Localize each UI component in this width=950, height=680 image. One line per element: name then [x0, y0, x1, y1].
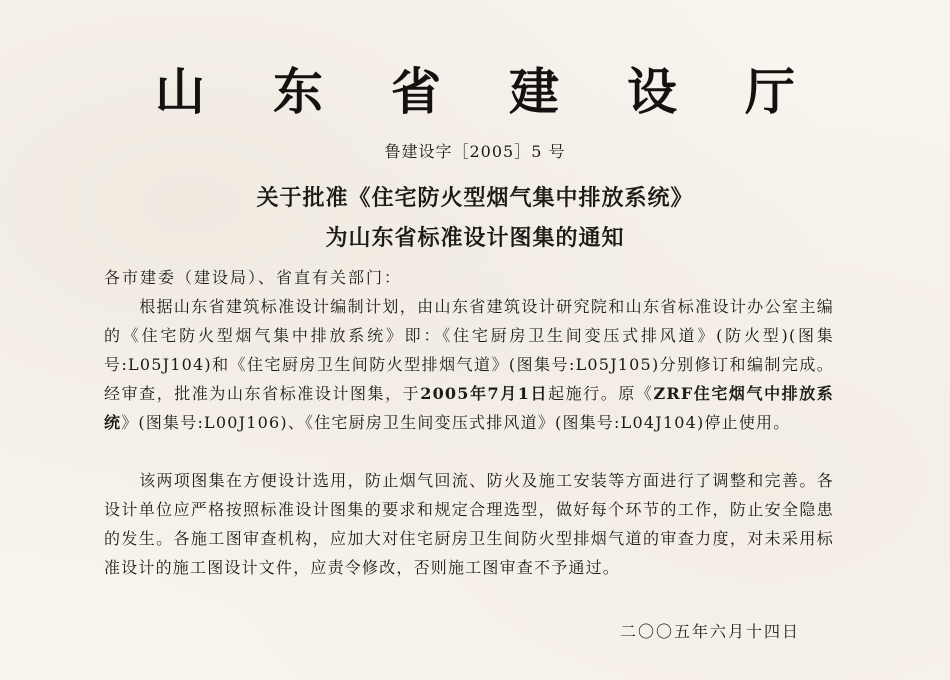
effective-date: 2005年7月1日: [420, 384, 549, 403]
recipients-salutation: 各市建委（建设局）、省直有关部门：: [104, 268, 403, 287]
paragraph-1-text-b: 起施行。原《: [548, 384, 654, 403]
body-paragraph-1: [104, 292, 834, 437]
notice-title-line-2: 为山东省标准设计图集的通知: [325, 226, 625, 251]
paragraph-1-text-c: 》(图集号:L00J106)、《住宅厨房卫生间变压式排风道》(图集号:L04J104)停止使用。: [121, 413, 791, 432]
old-system-name: ZRF住宅烟气中排放系统: [104, 384, 834, 432]
issuing-authority-heading: 山东省建设厅: [155, 63, 863, 121]
body-paragraph-2: 该两项图集在方便设计选用，防止烟气回流、防火及施工安装等方面进行了调整和完善。各设计单位应严格按照标准设计图集的要求和规定合理选型，做好每个环节的工作，防止安全隐患的发生。各施工图审查机构，应加大对住宅厨房卫生间防火型排烟气道的审查力度，对未采用标准设计的施工图设计文件，应责令修改，否则施工图审查不予通过。: [104, 471, 834, 577]
document-number: 鲁建设字［2005］5 号: [384, 142, 566, 161]
paragraph-1-text-a: 根据山东省建筑标准设计编制计划，由山东省建筑设计研究院和山东省标准设计办公室主编的《住宅防火型烟气集中排放系统》即：《住宅厨房卫生间变压式排风道》(防火型)(图集号:L05J104)和《住宅厨房卫生间防火型排烟气道》(图集号:L05J105)分别修订和编制完成。经审查，批准为山东省标准设计图集，于: [104, 297, 834, 403]
notice-title-line-1: 关于批准《住宅防火型烟气集中排放系统》: [256, 186, 694, 211]
issue-date: 二〇〇五年六月十四日: [619, 622, 800, 641]
